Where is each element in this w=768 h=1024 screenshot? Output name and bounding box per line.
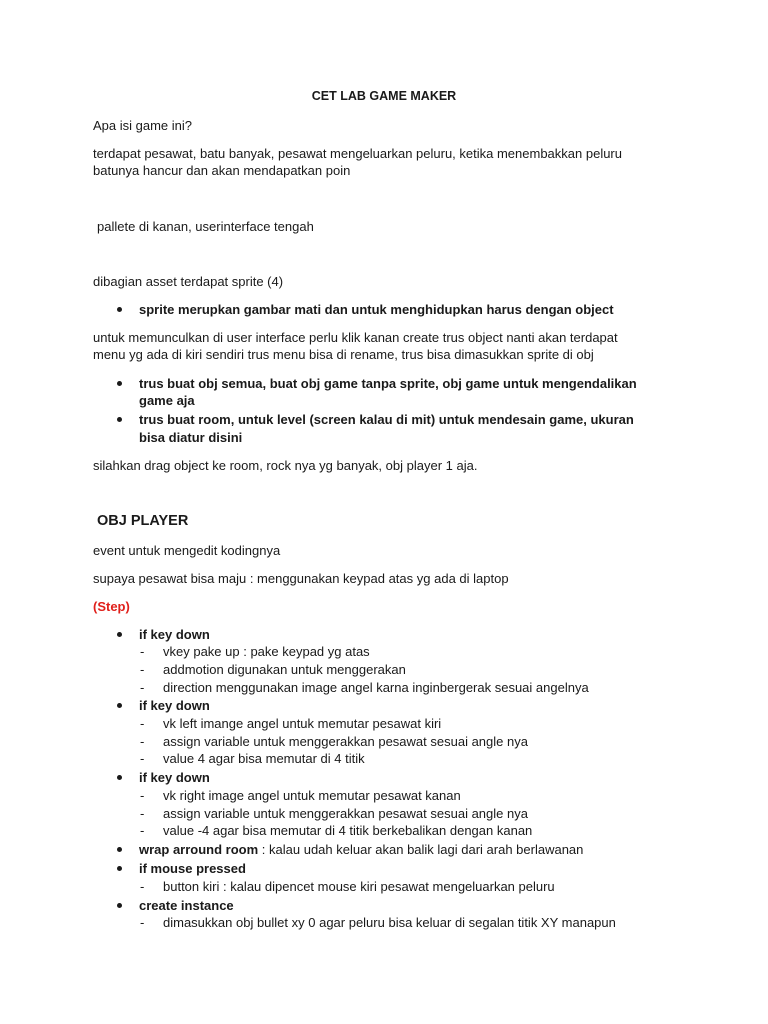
bullet-dot	[117, 381, 122, 386]
paragraph-line: dibagian asset terdapat sprite (4)	[93, 274, 284, 289]
bullet-item-cont: bisa diatur disini	[139, 430, 243, 445]
bullet-item: sprite merupkan gambar mati dan untuk menghidupkan harus dengan object	[139, 302, 614, 317]
paragraph-line: menu yg ada di kiri sendiri trus menu bisa di rename, trus bisa dimasukkan sprite di obj	[93, 347, 594, 362]
bullet-item	[139, 841, 583, 858]
sub-item: assign variable untuk menggerakkan pesawat sesuai angle nya	[163, 734, 528, 749]
sub-item: addmotion digunakan untuk menggerakan	[163, 662, 406, 677]
question: Apa isi game ini?	[93, 118, 192, 133]
sub-item: direction menggunakan image angel karna inginbergerak sesuai angelnya	[163, 680, 589, 695]
sub-item: vkey pake up : pake keypad yg atas	[163, 644, 370, 659]
dash-marker: -	[140, 879, 145, 894]
paragraph-line: pallete di kanan, userinterface tengah	[97, 219, 314, 234]
bullet-dot	[117, 866, 122, 871]
paragraph-line: event untuk mengedit kodingnya	[93, 543, 281, 558]
sub-item: vk right image angel untuk memutar pesawat kanan	[163, 788, 461, 803]
paragraph-line: supaya pesawat bisa maju : menggunakan keypad atas yg ada di laptop	[93, 571, 509, 586]
dash-marker: -	[140, 734, 145, 749]
paragraph-line: silahkan drag object ke room, rock nya yg banyak, obj player 1 aja.	[93, 458, 478, 473]
dash-marker: -	[140, 662, 145, 677]
dash-marker: -	[140, 915, 145, 930]
dash-marker: -	[140, 680, 145, 695]
paragraph-line: batunya hancur dan akan mendapatkan poin	[93, 163, 351, 178]
paragraph-line: untuk memunculkan di user interface perlu klik kanan create trus object nanti akan terdapat	[93, 330, 618, 345]
dash-marker: -	[140, 716, 145, 731]
dash-marker: -	[140, 644, 145, 659]
bullet-item: if key down	[139, 770, 210, 785]
sub-item: vk left imange angel untuk memutar pesawat kiri	[163, 716, 442, 731]
bullet-item-text: : kalau udah keluar akan balik lagi dari arah berlawanan	[258, 842, 584, 857]
dash-marker: -	[140, 788, 145, 803]
bullet-item: trus buat room, untuk level (screen kalau di mit) untuk mendesain game, ukuran	[139, 412, 634, 427]
bullet-item: if key down	[139, 627, 210, 642]
bullet-dot	[117, 703, 122, 708]
dash-marker: -	[140, 806, 145, 821]
sub-item: value 4 agar bisa memutar di 4 titik	[163, 751, 365, 766]
bullet-dot	[117, 903, 122, 908]
bullet-item-cont: game aja	[139, 393, 195, 408]
bullet-item: trus buat obj semua, buat obj game tanpa sprite, obj game untuk mengendalikan	[139, 376, 637, 391]
dash-marker: -	[140, 751, 145, 766]
step-label: (Step)	[93, 599, 130, 614]
bullet-dot	[117, 307, 122, 312]
sub-item: dimasukkan obj bullet xy 0 agar peluru bisa keluar di segalan titik XY manapun	[163, 915, 616, 930]
bullet-dot	[117, 775, 122, 780]
bullet-item: if key down	[139, 698, 210, 713]
doc-title: CET LAB GAME MAKER	[311, 89, 457, 103]
sub-item: value -4 agar bisa memutar di 4 titik berkebalikan dengan kanan	[163, 823, 533, 838]
paragraph-line: terdapat pesawat, batu banyak, pesawat mengeluarkan peluru, ketika menembakkan peluru	[93, 146, 622, 161]
sub-item: button kiri : kalau dipencet mouse kiri pesawat mengeluarkan peluru	[163, 879, 555, 894]
bullet-item-bold: wrap arround room	[139, 842, 259, 857]
bullet-dot	[117, 632, 122, 637]
sub-item: assign variable untuk menggerakkan pesawat sesuai angle nya	[163, 806, 528, 821]
bullet-item: create instance	[139, 898, 234, 913]
bullet-dot	[117, 847, 122, 852]
bullet-dot	[117, 417, 122, 422]
bullet-item: if mouse pressed	[139, 861, 246, 876]
dash-marker: -	[140, 823, 145, 838]
section-heading: OBJ PLAYER	[97, 513, 189, 529]
